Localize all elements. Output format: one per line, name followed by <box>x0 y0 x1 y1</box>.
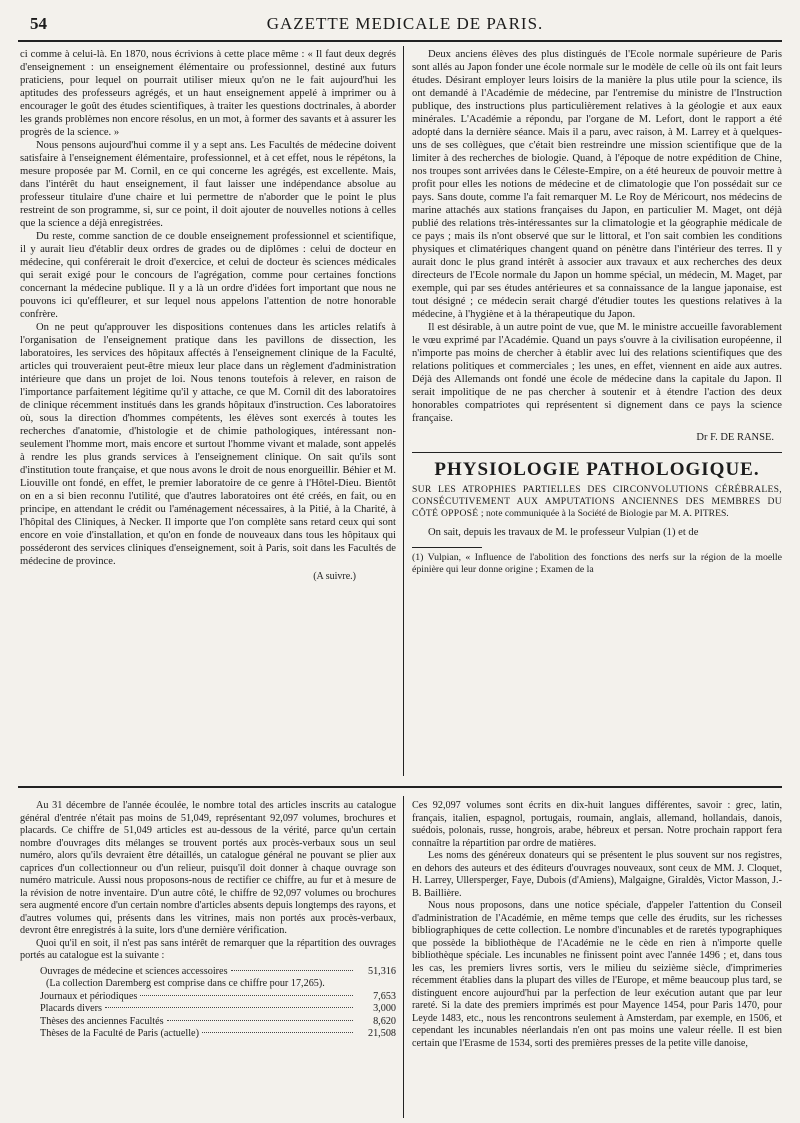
article-start: On sait, depuis les travaux de M. le professeur Vulpian (1) et de <box>428 527 699 538</box>
catalogue-label: Thèses des anciennes Facultés <box>40 1015 164 1027</box>
catalogue-value: 7,653 <box>373 990 396 1002</box>
catalogue-row <box>40 1003 396 1016</box>
leader-dots <box>140 995 353 996</box>
catalogue-row <box>40 991 396 1004</box>
paragraph: Du reste, comme sanction de ce double enseignement professionnel et scientifique, il y aurait lieu d'établir deux ordres de grades ou de diplômes : celui de docteur en médecine, qui conférerait le droit d'exercice, et celui de docteur ès sciences médicales qui serait exigé pour le concours de l'agrégation, comme pour certaines fonctions concernant la médecine publique. Il y a là un ordre d'idées fort important que nous ne pouvons ici qu'effleurer, et sur lequel nous appelons l'attention de notre honorable confrère. <box>20 231 396 320</box>
catalogue-note: (La collection Daremberg est comprise dans ce chiffre pour 17,265). <box>46 978 325 989</box>
leader-dots <box>105 1007 353 1008</box>
page-number: 54 <box>30 14 47 33</box>
article-subtitle-rest: ; note communiquée à la Société de Biologie par M. A. PITRES. <box>478 508 729 519</box>
catalogue-value: 51,316 <box>367 965 396 977</box>
catalogue-label: Journaux et périodiques <box>40 990 138 1002</box>
paragraph: Les noms des généreux donateurs qui se présentent le plus souvent sur nos registres, en dehors des auteurs et des éditeurs d'ouvrages nouveaux, sont ceux de MM. J. Cloquet, H. Larrey, Ullersperger, Faye, Dubois (d'Amiens), Malgaigne, Giraldès, Victor Masson, J.-B. Baillière. <box>412 850 782 899</box>
footnote: (1) Vulpian, « Influence de l'abolition des fonctions des nerfs sur la région de la moelle épinière qui leur donne origine ; Examen de la <box>412 552 782 575</box>
catalogue-value: 8,620 <box>373 1015 396 1027</box>
section-title: PHYSIOLOGIE PATHOLOGIQUE. <box>434 459 760 480</box>
section-divider <box>18 786 782 788</box>
left-column <box>20 48 396 773</box>
section-rule <box>412 452 782 453</box>
paragraph: Nous pensons aujourd'hui comme il y a sept ans. Les Facultés de médecine doivent satisfaire à l'enseignement élémentaire, professionnel, et à cet effet, nous le répétons, la mesure proposée par M. Cornil, en ce qui concerne les agrégés, est excellente. Mais, dans l'intérêt du haut enseignement, il faut laisser une indépendance absolue au professeur titulaire d'une chaire et lui permettre de n'aborder que le point le plus restreint de son programme, si, sur ce point, il doit ajouter de nouvelles notions à celles que la science a déjà enregistrées. <box>20 140 396 229</box>
leader-dots <box>167 1020 353 1021</box>
paragraph: Quoi qu'il en soit, il n'est pas sans intérêt de remarquer que la répartition des ouvrages portés au catalogue est la suivante : <box>20 937 396 961</box>
signature: Dr F. DE RANSE. <box>696 432 774 443</box>
column-divider <box>403 46 404 776</box>
article-subtitle <box>412 484 782 520</box>
paragraph: Nous nous proposons, dans une notice spéciale, d'appeler l'attention du Conseil d'administration de l'Académie, en même temps que celle des érudits, sur les richesses bibliographiques de cette collection. Le nombre d'incunables et de raretés typographiques que possède la bibliothèque de l'Académie ne le cède en rien à n'importe quelle bibliothèque spéciale. Les incunables ne finissent point avec l'année 1496 ; et, dans tous les cas, les premiers livres sortis, vers le milieu du seizième siècle, d'imprimeries récemment établies dans la plupart des villes de l'Europe, et même beaucoup plus tard, se distinguent encore aujourd'hui par la perfection de leur exécution autant que par leur rareté. Si la date des premiers imprimés est pour Mayence 1454, pour Paris 1470, pour Leyde 1483, etc., nous les rencontrons seulement à Amsterdam, par exemple, en 1506, et cependant les incunables néerlandais n'en ont pas moins une valeur réelle. Il est bien certain que l'Erasme de 1534, sorti des premières presses de la petite ville danoise, <box>412 900 782 1049</box>
paragraph: Au 31 décembre de l'année écoulée, le nombre total des articles inscrits au catalogue général d'entrée n'était pas moins de 51,049, représentant 92,097 volumes, brochures et placards. Ce chiffre de 51,049 articles est au-dessous de la vérité, parce qu'un certain nombre d'ouvrages dits mélanges se trouvent portés aux procès-verbaux sous un seul numéro, alors qu'ils devraient être détaillés, un catalogue général ne pouvant se plier aux caprices d'un collectionneur ou d'un relieur, puisqu'il doit donner à chaque ouvrage son numéro matricule. Aussi nous proposons-nous de rectifier ce chiffre, au fur et à mesure de la révision de notre inventaire. D'un autre côté, le chiffre de 92,097 volumes ou brochures sera augmenté encore d'un certain nombre d'articles absents depuis longtemps des rayons, et d'autres volumes qui, présents dans les vitrines, mais non portés aux procès-verbaux, devront être enregistrés à la suite, lors d'une dernière vérification. <box>20 800 396 936</box>
catalogue-value: 21,508 <box>367 1028 396 1039</box>
page-header <box>30 14 780 36</box>
catalogue-label: Placards divers <box>40 1003 102 1014</box>
catalogue-label: Ouvrages de médecine et sciences accessoires <box>40 965 228 977</box>
catalogue-value: 3,000 <box>373 1003 396 1014</box>
header-rule <box>18 40 782 42</box>
catalogue-row <box>40 1028 396 1041</box>
right-column <box>412 48 782 776</box>
continued-note: (A suivre.) <box>313 571 356 582</box>
paragraph: ci comme à celui-là. En 1870, nous écrivions à cette place même : « Il faut deux degrés d'enseignement : un enseignement élémentaire ou professionnel, destiné aux futurs praticiens, pour lequel on pourrait utiliser mieux qu'on ne le fait aujourd'hui les aptitudes des professeurs agrégés, et un haut enseignement appelé à imprimer ou à encourager le goût des études scientifiques, à traiter les questions doctrinales, à aborder les grands problèmes non encore résolus, en un mot, à former des savants et à assurer les progrès de la science. » <box>20 49 396 138</box>
catalogue-row <box>40 1016 396 1029</box>
catalogue-row <box>40 966 396 979</box>
footnote-rule <box>412 547 482 548</box>
article-subtitle-caps: SUR LES ATROPHIES PARTIELLES DES CIRCONVOLUTIONS CÉRÉBRALES, CONSÉCUTIVEMENT AUX AMPUTATIONS ANCIENNES DES MEMBRES DU CÔTÉ OPPOSÉ <box>412 484 782 519</box>
paragraph: On ne peut qu'approuver les dispositions contenues dans les articles relatifs à l'organisation de l'enseignement pratique dans les pavillons de dissection, les laboratoires, les services des hôpitaux affectés à l'enseignement clinique de la Faculté, articles qui trouveraient peut-être mieux leur place dans un règlement d'administration intérieure que dans un projet de loi. Nous tenons toutefois à relever, en raison de l'importance parfaitement légitime qu'il y attache, ce que M. Cornil dit des laboratoires de clinique récemment institués dans les grands hôpitaux d'instruction. Ces laboratoires où, sous la direction d'hommes compétents, les élèves sont exercés à toutes les recherches d'anatomie, d'histologie et de chimie pathologiques, intéressant non-seulement l'homme mort, mais encore et surtout l'homme vivant et malade, sont appelés à rendre les plus grands services à l'enseignement clinique. On sait qu'ils sont d'institution toute française, et que nous avons le droit de nous enorgueillir. Béhier et M. Liouville ont fondé, en effet, le premier laboratoire de ce genre à l'Hôtel-Dieu. Bientôt on en a si bien reconnu l'utilité, que d'autres laboratoires ont été créés, en fait, ou en principe, en attendant le crédit ou l'aménagement nécessaires, à la Pitié, à la Charité, à l'hôpital des Cliniques, à Necker. Il importe que l'on complète sans retard ceux qui sont encore en voie d'installation, et qu'on en fonde de nouveaux dans tous les hôpitaux qui posséderont des services cliniques d'enseignement, soit à Paris, soit dans les Facultés de médecine de province. <box>20 322 396 567</box>
lower-right-column <box>412 800 782 1118</box>
leader-dots <box>202 1032 353 1033</box>
paragraph: Deux anciens élèves des plus distingués de l'Ecole normale supérieure de Paris sont allés au Japon fonder une école normale sur le modèle de celle où ils ont fait leurs études. Désirant employer leurs loisirs de la manière la plus utile pour la science, ils ont demandé à l'Académie de médecine, par l'entremise du ministre de l'Instruction publique, des instructions plus particulièrement relatives à la géologie et aux eaux minérales. L'Académie a répondu, par l'organe de M. Lefort, dont le rapport a été adopté dans la dernière séance. Mais il a paru, avec raison, à M. Larrey et à quelques-uns de ses collègues, que c'était bien restreindre une mission scientifique que de la limiter à des recherches de biologie. Quand, à l'époque de notre expédition de Chine, nos troupes sont arrivées dans le Céleste-Empire, on a été heureux de pouvoir mettre à profit pour elles les notions de médecine et de climatologie que l'on possédait sur ce pays. Sans doute, comme l'a fait remarquer M. Le Roy de Méricourt, nos médecins de marine attachés aux stations françaises du Japon, en particulier M. Maget, ont déjà publié des relations très-intéressantes sur la climatologie et la géographie médicale de ce pays ; mais ils n'ont observé que sur le littoral, et l'on sait combien les conditions physiques et climatériques changent quand on pénètre dans l'intérieur des terres. Il y aurait donc le plus grand intérêt à associer aux travaux et aux recherches des deux directeurs de l'Ecole normale du Japon un homme spécial, un médecin, M. Maget, par exemple, qui par ses études antérieures et sa connaissance de la langue japonaise, est tout désigné ; ce médecin serait chargé d'étudier toutes les questions relatives à la médecine, à l'hygiène et à la thérapeutique du Japon. <box>412 49 782 320</box>
paragraph: Ces 92,097 volumes sont écrits en dix-huit langues différentes, savoir : grec, latin, français, italien, espagnol, portugais, roumain, anglais, allemand, hollandais, danois, suédois, polonais, russe, hongrois, arabe, hébreux et persan. Notre prochain rapport fera connaître la répartition par ordre de matières. <box>412 800 782 849</box>
catalogue-list <box>40 966 396 1041</box>
lower-left-column <box>20 800 396 1118</box>
catalogue-label: Thèses de la Faculté de Paris (actuelle) <box>40 1028 199 1039</box>
leader-dots <box>231 970 353 971</box>
running-title: GAZETTE MEDICALE DE PARIS. <box>266 14 544 33</box>
paragraph: Il est désirable, à un autre point de vue, que M. le ministre accueille favorablement le vœu exprimé par l'Académie. Quand un pays s'ouvre à la civilisation européenne, il n'importe pas moins de chercher à établir avec lui des relations scientifiques que des relations politiques et commerciales ; les unes, en effet, viennent en aide aux autres. Déjà des Allemands ont fondé une école de médecine dans la capitale du Japon. Il serait impolitique de ne pas chercher à soutenir et à étendre l'action des deux honorables compatriotes qui représentent si dignement dans ce pays la science française. <box>412 322 782 424</box>
lower-column-divider <box>403 796 404 1118</box>
